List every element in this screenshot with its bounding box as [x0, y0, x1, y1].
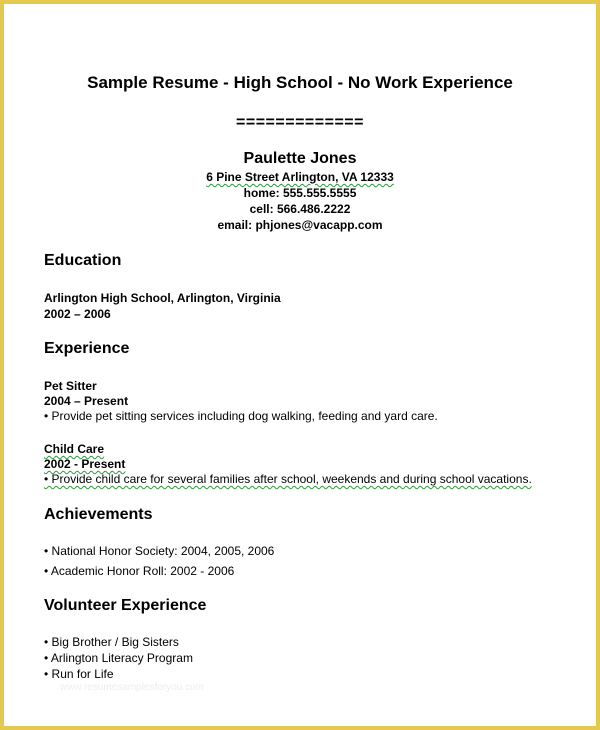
email-address: email: phjones@vacapp.com: [217, 218, 383, 232]
education-school: Arlington High School, Arlington, Virginia: [44, 291, 281, 305]
title-divider: =============: [236, 114, 364, 131]
resume-page: [4, 4, 596, 726]
experience-heading: Experience: [44, 340, 130, 357]
watermark: www.resumesamplesforyou.com: [60, 682, 204, 693]
volunteer-item: • Big Brother / Big Sisters: [44, 635, 179, 649]
job-years-child-care-text: 2002 - Present: [44, 457, 126, 471]
job-years-pet-sitter: 2004 – Present: [44, 394, 129, 408]
job-description-pet-sitter: • Provide pet sitting services including dog walking, feeding and yard care.: [44, 409, 438, 423]
job-title-pet-sitter: Pet Sitter: [44, 379, 97, 393]
job-description-child-care-text: • Provide child care for several families after school, weekends and during school vacations.: [44, 472, 532, 486]
job-description-child-care: [44, 472, 532, 486]
home-phone: home: 555.555.5555: [243, 186, 357, 200]
cell-phone: cell: 566.486.2222: [249, 202, 351, 216]
education-heading: Education: [44, 252, 122, 269]
job-title-child-care: [44, 442, 104, 456]
job-title-child-care-text: Child Care: [44, 442, 105, 456]
document-title: Sample Resume - High School - No Work Experience: [87, 73, 513, 92]
achievement-item: • Academic Honor Roll: 2002 - 2006: [44, 564, 235, 578]
education-years: 2002 – 2006: [44, 307, 111, 321]
achievements-heading: Achievements: [44, 506, 153, 523]
address-line: [0, 170, 600, 184]
address-text: 6 Pine Street Arlington, VA 12333: [206, 170, 394, 184]
applicant-name: Paulette Jones: [243, 150, 357, 167]
volunteer-item: • Arlington Literacy Program: [44, 651, 193, 665]
achievement-item: • National Honor Society: 2004, 2005, 2006: [44, 544, 275, 558]
volunteer-item: • Run for Life: [44, 667, 114, 681]
job-years-child-care: [44, 457, 125, 471]
volunteer-heading: Volunteer Experience: [44, 597, 207, 614]
